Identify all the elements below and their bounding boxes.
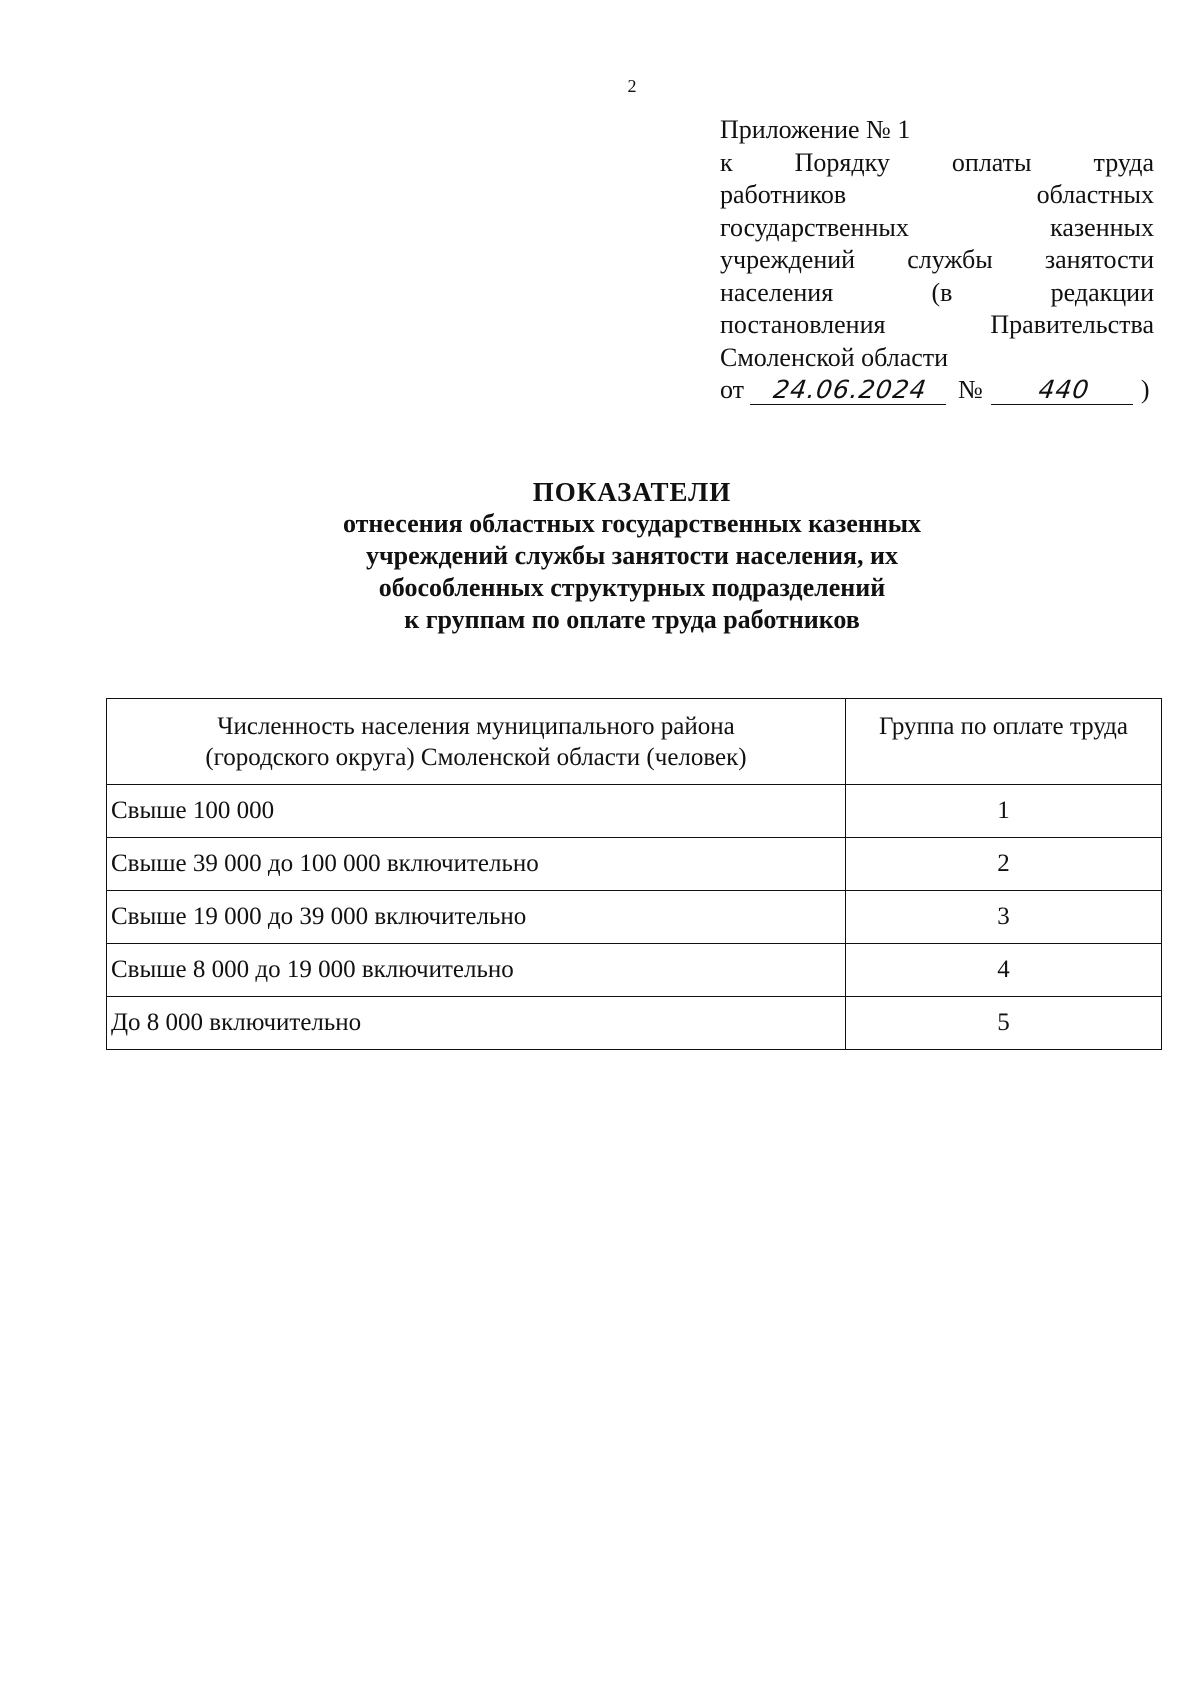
document-subtitle-line: обособленных структурных подразделений: [378, 573, 886, 602]
appendix-block: [720, 114, 1154, 407]
document-subtitle-line: отнесения областных государственных казенных: [342, 509, 922, 538]
header-population: Численность населения муниципального района (городского округа) Смоленской области (человек): [107, 699, 846, 785]
table-header-row: [107, 699, 1162, 785]
document-subtitle-line: к группам по оплате труда работников: [404, 605, 860, 634]
document-title-block: [0, 476, 1200, 636]
appendix-line: к Порядку оплаты труда: [720, 147, 1154, 177]
group-cell: 2: [846, 838, 1162, 891]
table-row: [107, 838, 1162, 891]
appendix-title: Приложение № 1: [720, 115, 911, 144]
date-prefix: от: [720, 375, 745, 404]
group-cell: 4: [846, 944, 1162, 997]
population-cell: Свыше 39 000 до 100 000 включительно: [107, 838, 846, 891]
table-row: [107, 997, 1162, 1050]
document-subtitle-line: учреждений службы занятости населения, их: [366, 541, 898, 570]
closing-paren: ): [1140, 375, 1150, 404]
population-cell: Свыше 8 000 до 19 000 включительно: [107, 944, 846, 997]
handwritten-date: 24.06.2024: [750, 376, 950, 405]
population-cell: Свыше 19 000 до 39 000 включительно: [107, 891, 846, 944]
appendix-line: населения (в редакции: [720, 277, 1154, 307]
table-row: [107, 944, 1162, 997]
table-row: [107, 891, 1162, 944]
appendix-line: работников областных: [720, 180, 1154, 209]
document-title: ПОКАЗАТЕЛИ: [532, 477, 732, 507]
group-cell: 1: [846, 785, 1162, 838]
group-cell: 3: [846, 891, 1162, 944]
appendix-line: учреждений службы занятости: [720, 245, 1154, 274]
appendix-region-line: Смоленской области: [720, 342, 949, 372]
table-row: [107, 785, 1162, 838]
number-sign: №: [958, 375, 983, 404]
indicators-table: [106, 698, 1162, 1050]
page-number: 2: [627, 76, 637, 96]
appendix-line: постановления Правительства: [720, 310, 1154, 339]
group-cell: 5: [846, 997, 1162, 1050]
appendix-line: государственных казенных: [720, 212, 1154, 242]
population-cell: Свыше 100 000: [107, 785, 846, 838]
header-pay-group: Группа по оплате труда: [846, 699, 1162, 785]
appendix-date-line: [720, 374, 1154, 407]
population-cell: До 8 000 включительно: [107, 997, 846, 1050]
handwritten-number: 440: [991, 376, 1137, 405]
